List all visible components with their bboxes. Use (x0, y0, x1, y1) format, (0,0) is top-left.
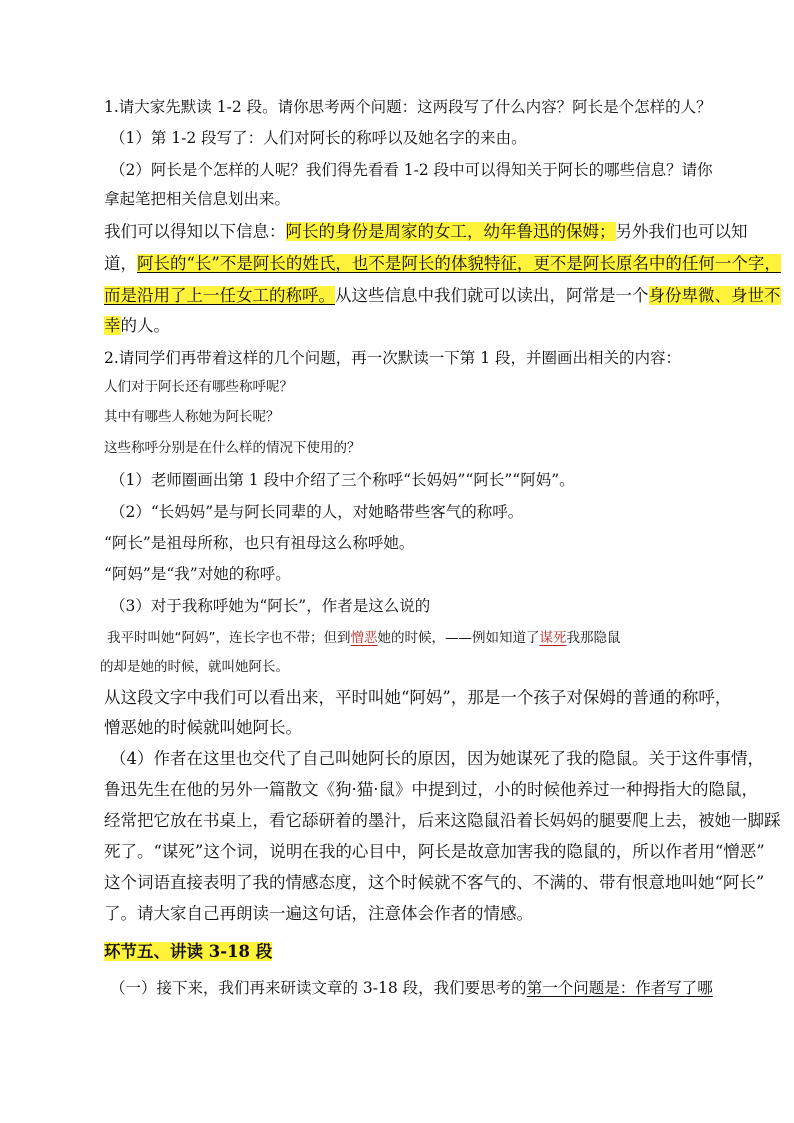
text-line: 鲁迅先生在他的另外一篇散文《狗·猫·鼠》中提到过，小的时候他养过一种拇指大的隐鼠， (104, 780, 758, 799)
text-line: 经常把它放在书桌上，看它舔研着的墨汁，后来这隐鼠沿着长妈妈的腿要爬上去，被她一脚踩 (104, 811, 781, 830)
text-line: 其中有哪些人称她为阿长呢？ (104, 409, 280, 425)
answer-1-1 (110, 128, 734, 148)
text-line: （一）接下来，我们再来研读文章的 3-18 段，我们要思考的 (110, 979, 527, 997)
info-paragraph-line-1 (104, 222, 748, 242)
text-line: （4）作者在这里也交代了自己叫她阿长的原因，因为她谋死了我的隐鼠。关于这件事情， (110, 749, 764, 768)
answer-2-2-cont (104, 564, 728, 584)
section-heading-text: 环节五、讲读 3-18 段 (104, 942, 273, 961)
text-line: 2.请同学们再带着这样的几个问题，再一次默读一下第 1 段，并圈画出相关的内容： (104, 349, 682, 367)
text-line: “阿长”是祖母所称，也只有祖母这么称呼她。 (104, 534, 415, 552)
highlighted-text: 阿长的“长”不是阿长的姓氏，也不是阿长的体貌特征，更不是阿长原名中的任何一个字， (137, 254, 781, 273)
text-line: （3）对于我称呼她为“阿长”，作者是这么说的 (110, 597, 431, 615)
text-line: “阿妈”是“我”对她的称呼。 (104, 565, 291, 583)
question-2 (104, 348, 728, 368)
highlighted-text: 身份卑微、身世不 (648, 286, 781, 305)
answer-2-4-line (104, 780, 758, 800)
sub-question (104, 407, 728, 427)
text-line: 这些称呼分别是在什么样的情况下使用的？ (104, 440, 361, 456)
text-line: 1.请大家先默读 1-2 段。请你思考两个问题：这两段写了什么内容？阿长是个怎样的人？ (104, 98, 712, 116)
sub-question (104, 438, 728, 458)
answer-2-3 (110, 596, 734, 616)
answer-2-4-line (104, 811, 781, 831)
analysis-paragraph (104, 718, 728, 738)
section-intro-line (110, 978, 734, 998)
answer-2-4-line (110, 749, 764, 769)
text-line: 她的时候，——例如知道了 (377, 630, 540, 646)
underlined-word: 憎恶 (350, 630, 378, 646)
text-line: 从这些信息中我们就可以读出，阿常是一个 (335, 286, 649, 305)
text-line: 我们可以得知以下信息： (104, 222, 286, 241)
text-line: 我那隐鼠 (566, 630, 621, 646)
underlined-word: 谋死 (539, 630, 567, 646)
text-line: 从这段文字中我们可以看出来，平时叫她“阿妈”，那是一个孩子对保姆的普通的称呼， (104, 688, 732, 707)
answer-1-2 (110, 160, 734, 180)
text-line: 的却是她的时候，就叫她阿长。 (100, 659, 289, 675)
quoted-passage-line-2 (100, 657, 724, 677)
info-paragraph-line-2 (104, 254, 781, 274)
text-line: 了。请大家自己再朗读一遍这句话，注意体会作者的情感。 (104, 904, 533, 923)
text-line: 死了。“谋死”这个词，说明在我的心目中，阿长是故意加害我的隐鼠的，所以作者用“憎恶” (104, 842, 765, 861)
analysis-paragraph (104, 688, 732, 708)
question-1 (104, 97, 728, 117)
answer-2-4-line (104, 873, 765, 893)
text-line: 的人。 (120, 316, 170, 335)
highlighted-text: 而是沿用了上一任女工的称呼。 (104, 286, 335, 305)
section-heading (104, 942, 728, 962)
answer-2-4-line (104, 904, 728, 924)
info-paragraph-line-3 (104, 286, 781, 306)
highlighted-text: 幸 (104, 316, 121, 335)
answer-2-4-line (104, 842, 765, 862)
text-line: 人们对于阿长还有哪些称呼呢？ (104, 379, 293, 395)
answer-2-2-cont (104, 533, 728, 553)
info-paragraph-line-4 (104, 316, 728, 336)
answer-2-1 (110, 470, 734, 490)
sub-question (104, 377, 728, 397)
highlighted-text: 阿长的身份是周家的女工，幼年鲁迅的保姆； (285, 222, 616, 241)
answer-2-2 (110, 502, 734, 522)
text-line: 道， (104, 254, 137, 273)
text-line: （2）“长妈妈”是与阿长同辈的人，对她略带些客气的称呼。 (110, 503, 524, 521)
underlined-text: 第一个问题是：作者写了哪 (526, 979, 713, 997)
text-line: 这个词语直接表明了我的情感态度，这个时候就不客气的、不满的、带有恨意地叫她“阿长” (104, 873, 765, 892)
answer-1-2-cont (104, 189, 728, 209)
text-line: 憎恶她的时候就叫她阿长。 (104, 718, 302, 737)
quoted-passage-line-1 (107, 628, 731, 648)
text-line: 我平时叫她“阿妈”，连长字也不带；但到 (107, 630, 351, 646)
text-line: （2）阿长是个怎样的人呢？我们得先看看 1-2 段中可以得知关于阿长的哪些信息？请你 (110, 161, 713, 179)
text-line: 另外我们也可以知 (615, 222, 748, 241)
text-line: （1）老师圈画出第 1 段中介绍了三个称呼“长妈妈”“阿长”“阿妈”。 (110, 471, 575, 489)
text-line: （1）第 1-2 段写了：人们对阿长的称呼以及她名字的来由。 (110, 129, 527, 147)
text-line: 拿起笔把相关信息划出来。 (104, 190, 291, 208)
